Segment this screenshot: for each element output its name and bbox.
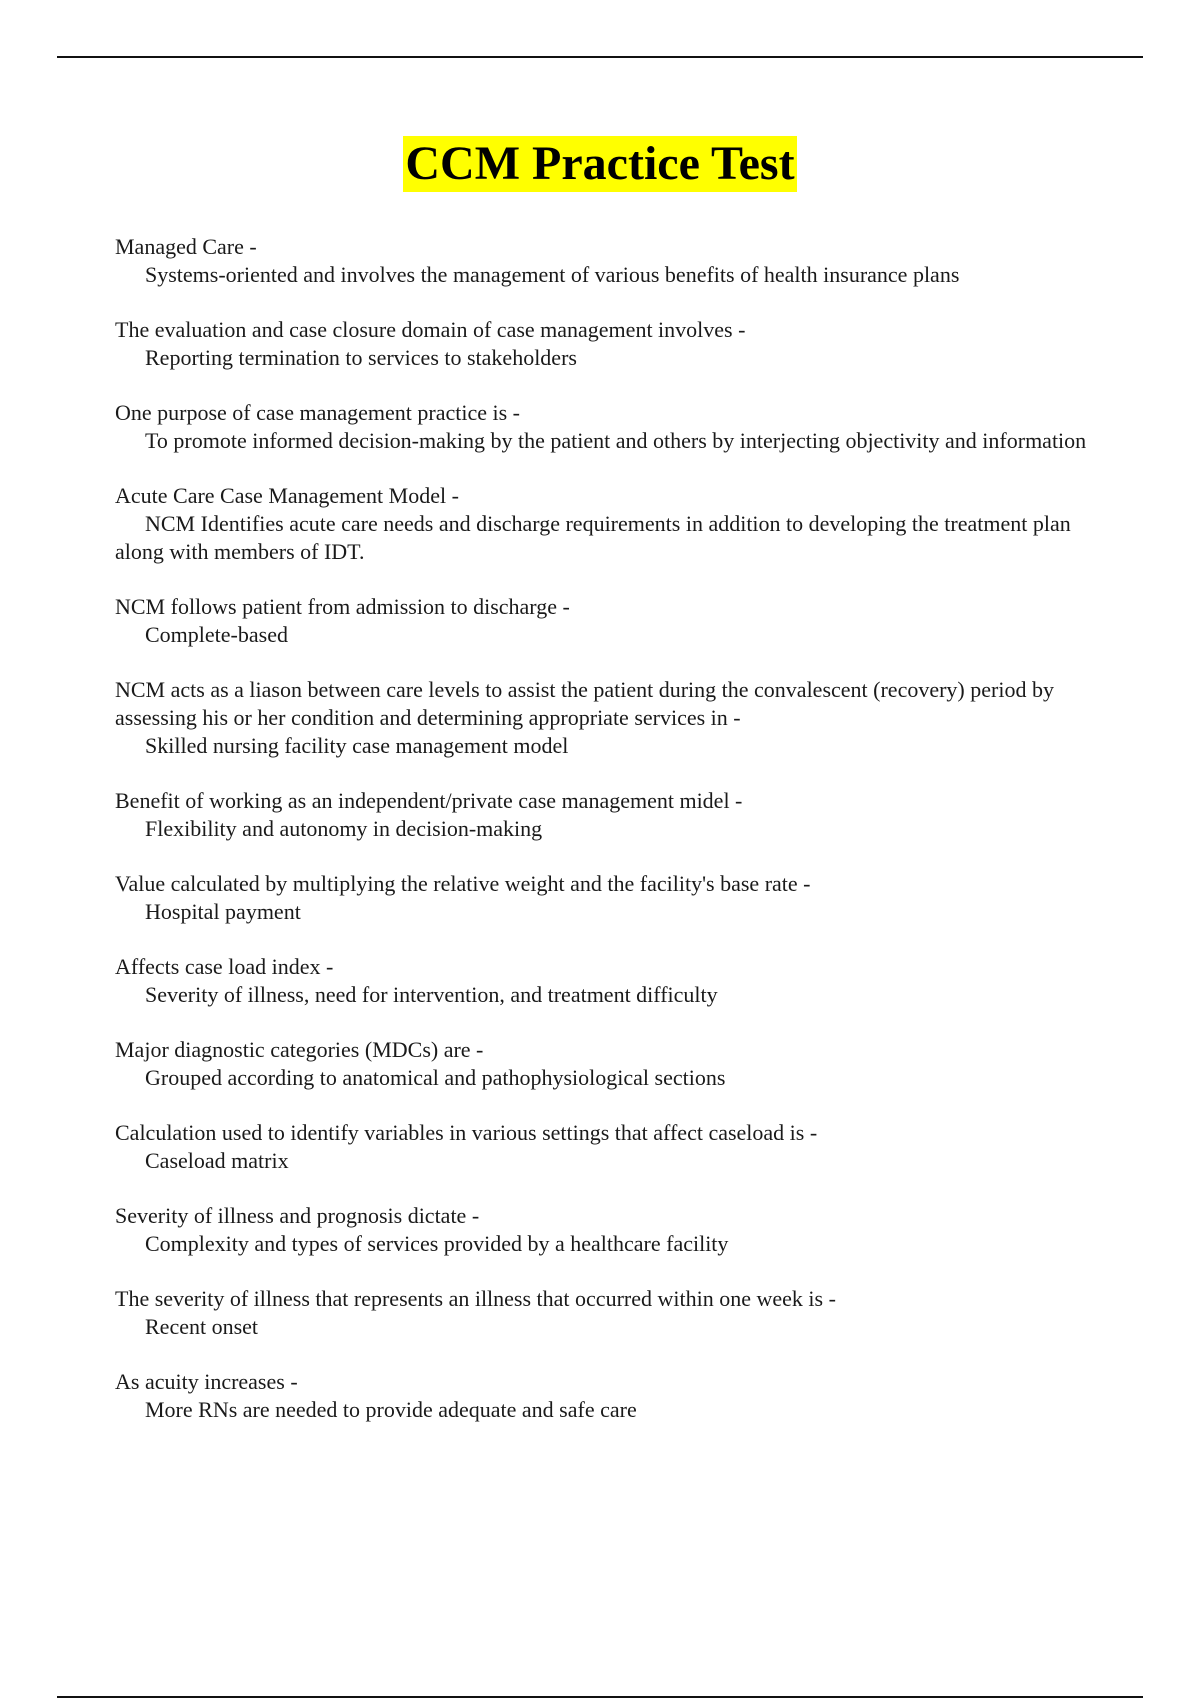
question-text: Managed Care -	[115, 234, 257, 259]
page-title: CCM Practice Test	[405, 137, 795, 190]
question-text: Calculation used to identify variables in various settings that affect caseload is -	[115, 1120, 818, 1145]
qa-item	[115, 1368, 1120, 1424]
qa-item	[115, 676, 1120, 760]
answer-text: Severity of illness, need for intervention, and treatment difficulty	[145, 982, 718, 1007]
answer-text: NCM Identifies acute care needs and discharge requirements in addition to developing the treatment plan along with members of IDT.	[115, 511, 1071, 564]
answer-text: Complete-based	[145, 622, 288, 647]
question-text: Severity of illness and prognosis dictate -	[115, 1203, 480, 1228]
qa-item	[115, 593, 1120, 649]
question-text: Benefit of working as an independent/private case management midel -	[115, 788, 743, 813]
answer-text: Hospital payment	[145, 899, 301, 924]
answer-text: Flexibility and autonomy in decision-making	[145, 816, 543, 841]
bottom-rule	[57, 1696, 1143, 1698]
question-text: Value calculated by multiplying the relative weight and the facility's base rate -	[115, 871, 811, 896]
answer-text: Recent onset	[145, 1314, 259, 1339]
qa-item	[115, 1202, 1120, 1258]
qa-item	[115, 1036, 1120, 1092]
top-rule	[57, 56, 1143, 58]
qa-item	[115, 953, 1120, 1009]
answer-text: To promote informed decision-making by the patient and others by interjecting objectivity and information	[145, 428, 1087, 453]
qa-item	[115, 399, 1120, 455]
answer-text: More RNs are needed to provide adequate and safe care	[145, 1397, 637, 1422]
question-text: One purpose of case management practice is -	[115, 400, 520, 425]
qa-item	[115, 1285, 1120, 1341]
question-text: As acuity increases -	[115, 1369, 298, 1394]
qa-item	[115, 482, 1120, 566]
answer-text: Reporting termination to services to stakeholders	[145, 345, 577, 370]
question-text: Acute Care Case Management Model -	[115, 483, 459, 508]
qa-item	[115, 870, 1120, 926]
qa-item	[115, 1119, 1120, 1175]
qa-item	[115, 316, 1120, 372]
question-text: NCM acts as a liason between care levels to assist the patient during the convalescent (recovery) period by assessing his or her condition and determining appropriate services in -	[115, 677, 1054, 730]
question-text: NCM follows patient from admission to discharge -	[115, 594, 570, 619]
question-text: The severity of illness that represents an illness that occurred within one week is -	[115, 1286, 836, 1311]
question-text: Major diagnostic categories (MDCs) are -	[115, 1037, 484, 1062]
answer-text: Caseload matrix	[145, 1148, 289, 1173]
qa-item	[115, 233, 1120, 289]
answer-text: Complexity and types of services provided by a healthcare facility	[145, 1231, 729, 1256]
answer-text: Skilled nursing facility case management model	[145, 733, 569, 758]
answer-text: Systems-oriented and involves the management of various benefits of health insurance plans	[145, 262, 960, 287]
qa-list	[115, 233, 1120, 1451]
question-text: Affects case load index -	[115, 954, 334, 979]
answer-text: Grouped according to anatomical and pathophysiological sections	[145, 1065, 726, 1090]
qa-item	[115, 787, 1120, 843]
title-container	[0, 136, 1200, 192]
question-text: The evaluation and case closure domain of case management involves -	[115, 317, 746, 342]
